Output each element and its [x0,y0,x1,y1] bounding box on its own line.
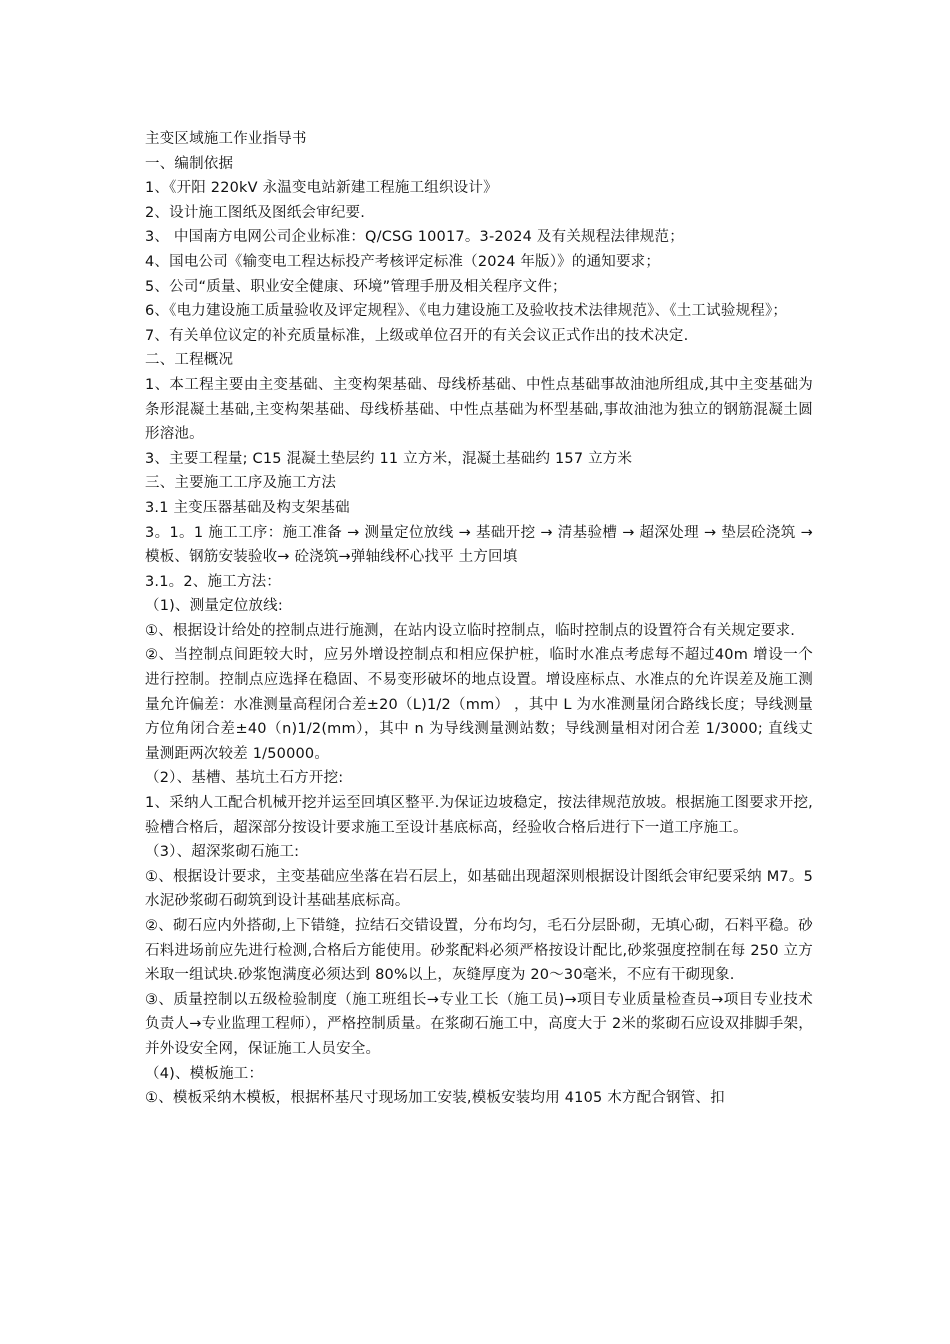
sub-heading: 3.1 主变压器基础及构支架基础 [145,499,350,516]
method-paragraph: ②、当控制点间距较大时，应另外增设控制点和相应保护桩，临时水准点考虑每不超过40m 增设一个进行控制。控制点应选择在稳固、不易变形破坏的地点设置。增设座标点、水准点的允许误差及施工测量允许偏差：水准测量高程闭合差±20（L)1/2（mm） ，其中 L 为水准测量闭合路线长度；导线测量方位角闭合差±40（n)1/2(mm），其中 n 为导线测量测站数；导线测量相对闭合差 1/3000; 直线丈量测距两次较差 1/50000。 [145,647,813,762]
overview-paragraph: 1、本工程主要由主变基础、主变构架基础、母线桥基础、中性点基础事故油池所组成,其中主变基础为条形混凝土基础,主变构架基础、母线桥基础、中性点基础为杯型基础,事故油池为独立的钢筋混凝土圆形溶池。 [145,376,813,443]
method-heading: 3.1。2、施工方法： [145,573,281,590]
basis-item: 6、《电力建设施工质量验收及评定规程》、《电力建设施工及验收技术法律规范》、《土工试验规程》； [145,303,788,320]
basis-item: 7、有关单位议定的补充质量标准，上级或单位召开的有关会议正式作出的技术决定. [145,327,689,344]
method-paragraph: ②、砌石应内外搭砌,上下错缝，拉结石交错设置，分布均匀，毛石分层卧砌，无填心砌，石料平稳。砂石料进场前应先进行检测,合格后方能使用。砂浆配料必须严格按设计配比,砂浆强度控制在每 250 立方米取一组试块.砂浆饱满度必须达到 80%以上，灰缝厚度为 20～30毫米，不应有干砌现象. [145,918,813,984]
basis-item: 1、《开阳 220kV 永温变电站新建工程施工组织设计》 [145,180,498,197]
document-body [145,127,813,1111]
section-heading: 三、主要施工工序及施工方法 [145,475,337,492]
method-paragraph: ①、根据设计要求，主变基础应坐落在岩石层上，如基础出现超深则根据设计图纸会审纪要采纳 M7。5 水泥砂浆砌石砌筑到设计基础基底标高。 [145,868,813,910]
document-title: 主变区域施工作业指导书 [145,131,307,147]
method-paragraph: 1、采纳人工配合机械开挖并运至回填区整平.为保证边坡稳定，按法律规范放坡。根据施工图要求开挖,验槽合格后，超深部分按设计要求施工至设计基底标高，经验收合格后进行下一道工序施工。 [145,795,813,836]
part-heading: （2）、基槽、基坑土石方开挖: [145,770,344,787]
part-heading: （3）、超深浆砌石施工: [145,844,300,861]
basis-item: 4、国电公司《输变电工程达标投产考核评定标准（2024 年版）》的通知要求； [145,253,661,270]
method-paragraph: ③、质量控制以五级检验制度（施工班组长→专业工长（施工员)→项目专业质量检查员→项目专业技术负责人→专业监理工程师），严格控制质量。在浆砌石施工中，高度大于 2米的浆砌石应设双排脚手架，并外设安全网，保证施工人员安全。 [145,991,813,1057]
section-heading: 一、编制依据 [145,155,234,172]
procedure-flow: 3。1。1 施工工序：施工准备 → 测量定位放线 → 基础开挖 → 清基验槽 → 超深处理 → 垫层砼浇筑 →模板、钢筋安装验收→ 砼浇筑→弹轴线杯心找平 土方回填 [145,524,813,566]
basis-item: 2、设计施工图纸及图纸会审纪要. [145,204,366,221]
overview-paragraph: 3、主要工程量; C15 混凝土垫层约 11 立方米，混凝土基础约 157 立方米 [145,450,633,467]
section-heading: 二、工程概况 [145,352,234,369]
method-paragraph: ①、模板采纳木模板，根据杯基尺寸现场加工安装,模板安装均用 4105 木方配合钢管、扣 [145,1090,725,1107]
basis-item: 3、 中国南方电网公司企业标准：Q/CSG 10017。3-2024 及有关规程法律规范； [145,229,684,246]
part-heading: （1)、测量定位放线: [145,598,283,615]
basis-item: 5、公司“质量、职业安全健康、环境”管理手册及相关程序文件； [145,278,567,295]
method-paragraph: ①、根据设计给处的控制点进行施测，在站内设立临时控制点，临时控制点的设置符合有关规定要求. [145,622,796,639]
part-heading: （4)、模板施工： [145,1065,264,1082]
